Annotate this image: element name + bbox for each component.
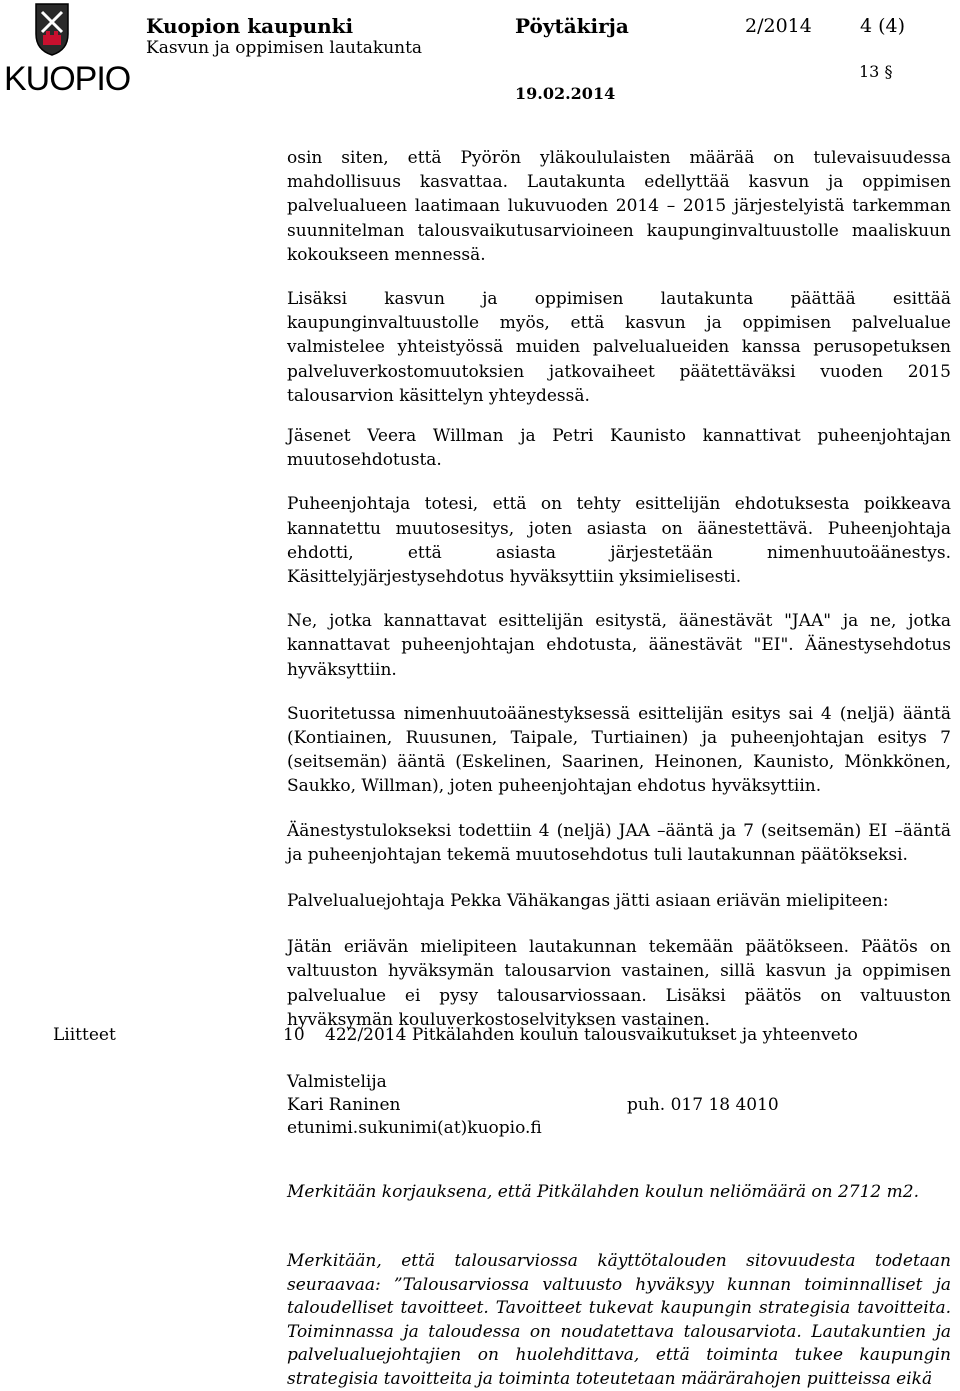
attachments-label: Liitteet: [53, 1025, 116, 1045]
preparer-phone: puh. 017 18 4010: [627, 1095, 779, 1115]
preparer-name: Kari Raninen: [287, 1095, 401, 1115]
preparer-email: etunimi.sukunimi(at)kuopio.fi: [287, 1118, 542, 1138]
preparer-role: Valmistelija: [287, 1072, 387, 1092]
attachment-number: 10: [283, 1025, 305, 1045]
correction-note: Merkitään korjauksena, että Pitkälahden koulun neliömäärä on 2712 m2.: [287, 1182, 919, 1202]
paragraph: Lisäksi kasvun ja oppimisen lautakunta päättää esittää kaupunginvaltuustolle myös, että kasvun ja oppimisen palvelualue valmistelee yhteistyössä muiden palvelualueiden kanssa perusopetuksen palveluverkostomuutoksien jatkovaiheet päätettäväksi vuoden 2015 talousarvion käsittelyn yhteydessä.: [287, 289, 951, 406]
paragraph: Suoritetussa nimenhuutoäänestyksessä esittelijän esitys sai 4 (neljä) ääntä (Kontiainen, Ruusunen, Taipale, Turtiainen) ja puheenjohtajan esitys 7 (seitsemän) ääntä (Eskelinen, Saarinen, Heinonen, Kaunisto, Mönkkönen, Saukko, Willman), joten puheenjohtajan ehdotus hyväksyttiin.: [287, 703, 951, 797]
paragraph: Ne, jotka kannattavat esittelijän esitystä, äänestävät "JAA" ja ne, jotka kannattavat puheenjohtajan ehdotusta, äänestävät "EI". Äänestysehdotus hyväksyttiin.: [287, 611, 951, 680]
attachment-title: 422/2014 Pitkälahden koulun talousvaikutukset ja yhteenveto: [325, 1025, 858, 1045]
document-type: Pöytäkirja: [515, 14, 629, 38]
coat-of-arms-icon: [34, 2, 70, 56]
organization-name: Kuopion kaupunki: [146, 14, 354, 38]
minutes-body: [287, 146, 951, 1032]
kuopio-logo: [4, 2, 131, 98]
paragraph: Jäsenet Veera Willman ja Petri Kaunisto kannattivat puheenjohtajan muutosehdotusta.: [287, 426, 951, 471]
document-number: 2/2014: [745, 15, 812, 37]
budget-note: Merkitään, että talousarviossa käyttötalouden sitovuudesta todetaan seuraavaa: ”Talousarviossa valtuusto hyväksyy kunnan toiminnalliset ja taloudelliset tavoitteet. Tavoitteet tukevat kaupungin strategisia tavoitteita. Toiminnassa ja taloudessa on noudatettava talousarviota. Lautakuntien ja palvelualuejohtajien on huolehdittava, että toiminta tukee kaupungin strategisia tavoitteita ja toiminta toteutetaan määrärahojen puitteissa eikä: [287, 1251, 951, 1389]
meeting-date: 19.02.2014: [515, 84, 616, 103]
board-name: Kasvun ja oppimisen lautakunta: [146, 38, 423, 58]
preparer-block: [287, 1071, 887, 1140]
logo-wordmark: KUOPIO: [4, 60, 131, 98]
paragraph: Äänestystulokseksi todettiin 4 (neljä) JAA –ääntä ja 7 (seitsemän) EI –ääntä ja puheenjohtajan tekemä muutosehdotus tuli lautakunnan päätökseksi.: [287, 820, 951, 865]
section-number: 13 §: [859, 62, 893, 81]
paragraph: Puheenjohtaja totesi, että on tehty esittelijän ehdotuksesta poikkeava kannatettu muutosesitys, joten asiasta on äänestettävä. Puheenjohtaja ehdotti, että asiasta järjestetään nimenhuutoäänestys. Käsittelyjärjestysehdotus hyväksyttiin yksimielisesti.: [287, 494, 951, 588]
dissent-statement: Jätän eriävän mielipiteen lautakunnan tekemään päätökseen. Päätös on valtuuston hyväksymän talousarvion vastainen, sillä kasvun ja oppimisen palvelualue ei pysy talousarviossaan. Lisäksi päätös on valtuuston hyväksymän kouluverkostoselvityksen vastainen.: [287, 937, 951, 1030]
page-number: 4 (4): [860, 15, 906, 37]
paragraph: Palvelualuejohtaja Pekka Vähäkangas jätti asiaan eriävän mielipiteen:: [287, 891, 889, 912]
document-header: [0, 0, 960, 110]
paragraph: osin siten, että Pyörön yläkoululaisten määrää on tulevaisuudessa mahdollisuus kasvattaa. Lautakunta edellyttää kasvun ja oppimisen palvelualueen laatimaan lukuvuoden 2014 – 2015 järjestelyistä tarkemman suunnitelman talousvaikutusarvioineen kaupunginvaltuustolle maaliskuun kokoukseen mennessä.: [287, 148, 951, 265]
